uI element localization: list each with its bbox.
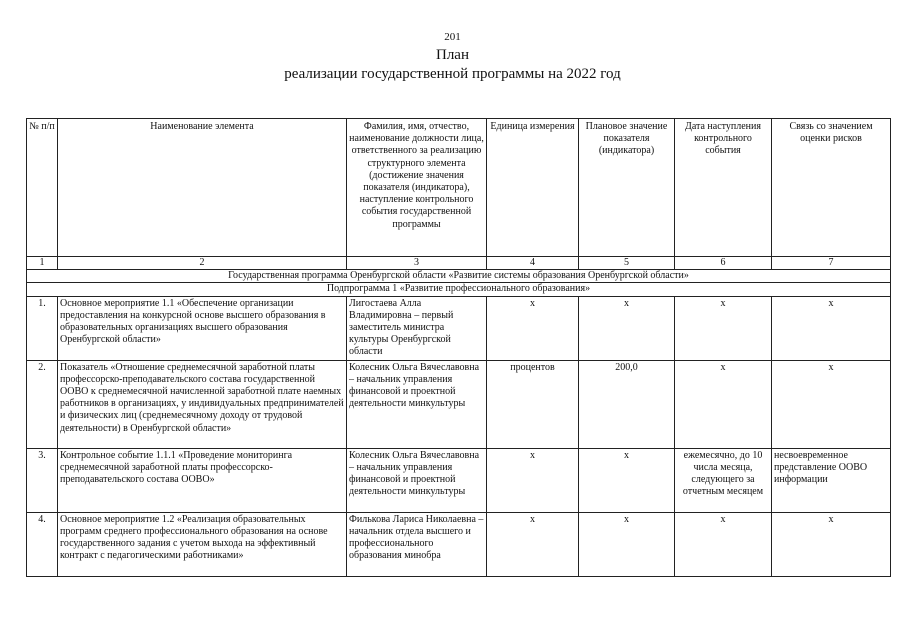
row-responsible: Лигостаева Алла Владимировна – первый заместитель министра культуры Оренбургской области [347, 296, 487, 360]
row-plan-value: х [579, 296, 675, 360]
subprogram-title: Подпрограмма 1 «Развитие профессионального образования» [27, 283, 891, 296]
row-number: 2. [27, 360, 58, 448]
row-unit: процентов [487, 360, 579, 448]
column-number: 3 [347, 257, 487, 270]
column-number: 2 [58, 257, 347, 270]
row-unit: х [487, 512, 579, 576]
row-plan-value: 200,0 [579, 360, 675, 448]
table-row [27, 448, 891, 512]
column-number: 6 [675, 257, 772, 270]
column-number: 1 [27, 257, 58, 270]
row-responsible: Колесник Ольга Вячеславовна – начальник управления финансовой и проектной деятельности минкультуры [347, 360, 487, 448]
column-number-row [27, 257, 891, 270]
row-event-date: х [675, 360, 772, 448]
subprogram-row [27, 283, 891, 296]
header-cell-responsible: Фамилия, имя, отчество, наименование должности лица, ответственного за реализацию структурного элемента (достижение значения показателя (индикатора), наступление контрольного события государственной программы [347, 119, 487, 257]
row-plan-value: х [579, 448, 675, 512]
header-cell-risk: Связь со значением оценки рисков [772, 119, 891, 257]
row-number: 3. [27, 448, 58, 512]
row-name: Основное мероприятие 1.2 «Реализация образовательных программ среднего профессионального образования на основе государственного задания с учетом выхода на эффективный контракт с педагогическими работниками» [58, 512, 347, 576]
column-number: 7 [772, 257, 891, 270]
row-risk: несвоевременное представление ООВО информации [772, 448, 891, 512]
header-row [27, 119, 891, 257]
row-unit: х [487, 296, 579, 360]
row-risk: х [772, 512, 891, 576]
row-name: Основное мероприятие 1.1 «Обеспечение организации предоставления на конкурсной основе высшего образования в образовательных организациях высшего образования Оренбургской области» [58, 296, 347, 360]
column-number: 4 [487, 257, 579, 270]
header-cell-event-date: Дата наступления контрольного события [675, 119, 772, 257]
row-risk: х [772, 360, 891, 448]
table-row [27, 512, 891, 576]
row-name: Контрольное событие 1.1.1 «Проведение мониторинга среднемесячной заработной платы профессорско-преподавательского состава ООВО» [58, 448, 347, 512]
row-event-date: х [675, 296, 772, 360]
table-row [27, 296, 891, 360]
row-event-date: ежемесячно, до 10 числа месяца, следующего за отчетным месяцем [675, 448, 772, 512]
row-number: 1. [27, 296, 58, 360]
header-cell-plan-value: Плановое значение показателя (индикатора) [579, 119, 675, 257]
row-responsible: Колесник Ольга Вячеславовна – начальник управления финансовой и проектной деятельности минкультуры [347, 448, 487, 512]
column-number: 5 [579, 257, 675, 270]
row-number: 4. [27, 512, 58, 576]
program-row [27, 270, 891, 283]
row-unit: х [487, 448, 579, 512]
page-number: 201 [444, 31, 461, 43]
header-cell-unit: Единица измерения [487, 119, 579, 257]
header-cell-num: № п/п [27, 119, 58, 257]
document-subtitle: реализации государственной программы на 2022 год [284, 66, 621, 82]
row-name: Показатель «Отношение среднемесячной заработной платы профессорско-преподавательского состава государственной ООВО к среднемесячной начисленной заработной плате наемных работников в организациях, у индивидуальных предпринимателей и физических лиц (среднемесячному доходу от трудовой деятельности) в Оренбургской области» [58, 360, 347, 448]
row-risk: х [772, 296, 891, 360]
row-responsible: Филькова Лариса Николаевна – начальник отдела высшего и профессионального образования минобра [347, 512, 487, 576]
row-plan-value: х [579, 512, 675, 576]
document-title: План [435, 47, 469, 63]
header-cell-name: Наименование элемента [58, 119, 347, 257]
table-row [27, 360, 891, 448]
plan-table [26, 118, 891, 577]
row-event-date: х [675, 512, 772, 576]
program-title: Государственная программа Оренбургской области «Развитие системы образования Оренбургской области» [27, 270, 891, 283]
